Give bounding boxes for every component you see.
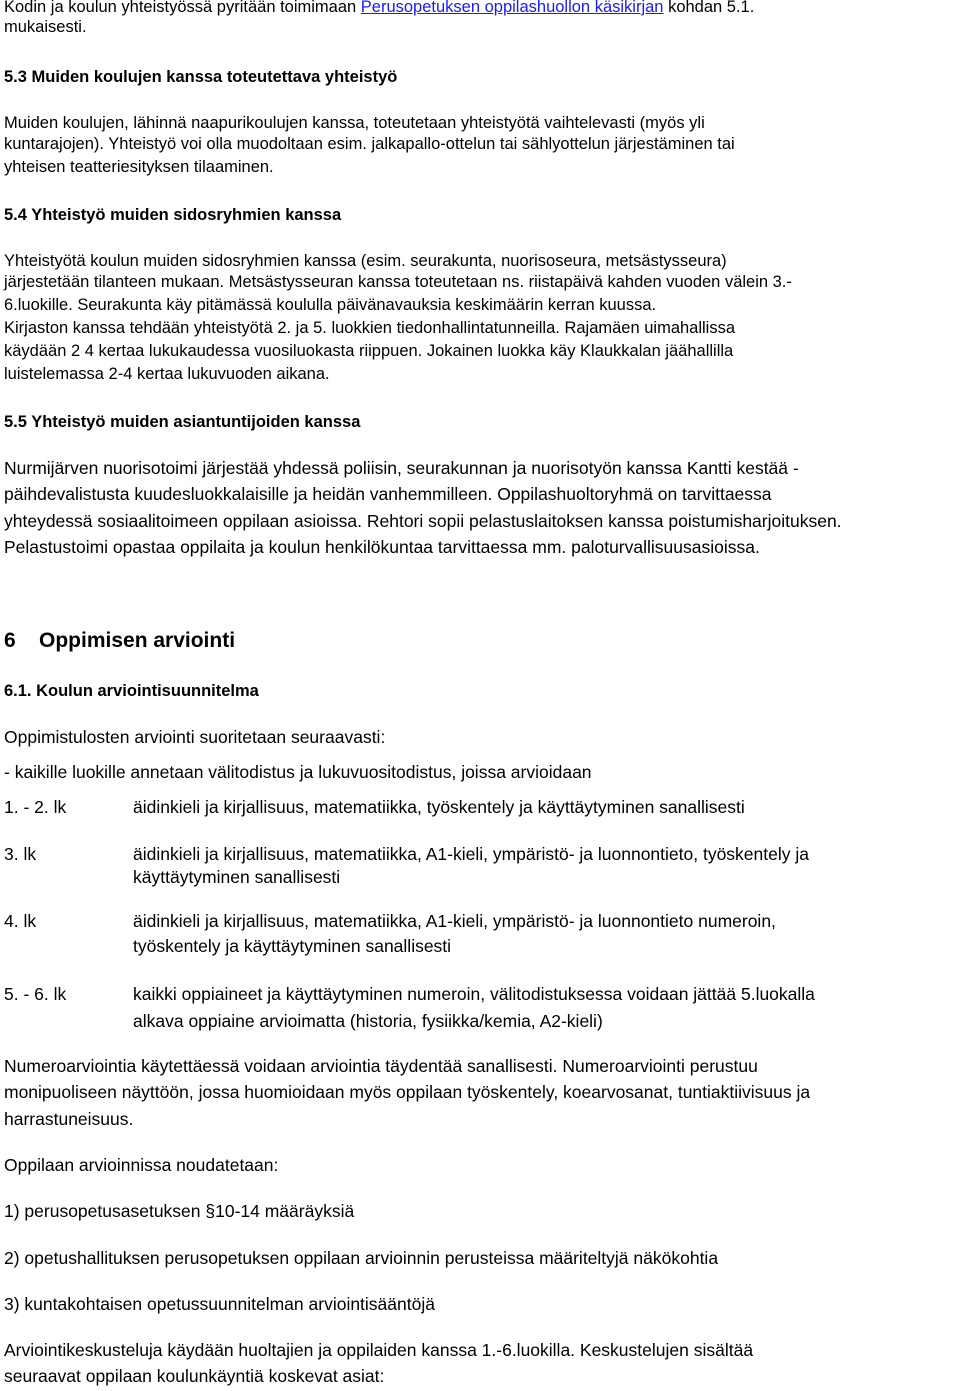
section-5-4-line: luistelemassa 2-4 kertaa lukuvuoden aikana. xyxy=(4,365,330,383)
section-5-3-heading: 5.3 Muiden koulujen kanssa toteutettava yhteistyö xyxy=(4,68,398,86)
section-6-1-bullet: - kaikille luokille annetaan välitodistus ja lukuvuositodistus, joissa arvioidaan xyxy=(4,762,592,782)
numero-line: monipuoliseen näyttöön, jossa huomioidaan myös oppilaan työskentely, koearvosanat, tuntiaktiivisuus ja xyxy=(4,1082,811,1102)
grade-subjects: äidinkieli ja kirjallisuus, matematiikka, A1-kieli, ympäristö- ja luonnontieto, työskentely ja xyxy=(133,844,809,864)
grade-subjects: äidinkieli ja kirjallisuus, matematiikka, A1-kieli, ympäristö- ja luonnontieto numeroin, xyxy=(133,911,776,931)
section-6-1-heading: 6.1. Koulun arviointisuunnitelma xyxy=(4,682,259,700)
chapter-6-heading xyxy=(4,628,235,654)
section-5-5-line: Nurmijärven nuorisotoimi järjestää yhdessä poliisin, seurakunnan ja nuorisotyön kanssa Kantti kestää - xyxy=(4,458,799,478)
grade-label: 5. - 6. lk xyxy=(4,984,67,1004)
intro-text-pre: Kodin ja koulun yhteistyössä pyritään toimimaan xyxy=(4,0,361,16)
section-5-3-line: Muiden koulujen, lähinnä naapurikoulujen kanssa, toteutetaan yhteistyötä vaihtelevasti (myös yli xyxy=(4,114,705,132)
chapter-number: 6 xyxy=(4,629,16,652)
section-5-5-line: Pelastustoimi opastaa oppilaita ja koulun henkilökuntaa tarvittaessa mm. paloturvallisuusasioissa. xyxy=(4,537,760,557)
kasikirja-link[interactable]: Perusopetuksen oppilashuollon käsikirjan xyxy=(360,0,664,16)
section-5-5-line: yhteydessä sosiaalitoimeen oppilaan asioissa. Rehtori sopii pelastuslaitoksen kanssa poistumisharjoituksen. xyxy=(4,511,842,531)
section-5-4-line: järjestetään tilanteen mukaan. Metsästysseuran kanssa toteutetaan ns. riistapäivä kahden vuoden välein 3.- xyxy=(4,273,792,291)
section-5-4-line: Kirjaston kanssa tehdään yhteistyötä 2. ja 5. luokkien tiedonhallintatunneilla. Rajamäen uimahallissa xyxy=(4,319,736,337)
grade-subjects: alkava oppiaine arvioimatta (historia, fysiikka/kemia, A2-kieli) xyxy=(133,1011,603,1031)
section-5-4-line: Yhteistyötä koulun muiden sidosryhmien kanssa (esim. seurakunta, nuorisoseura, metsästysseura) xyxy=(4,252,727,270)
rule-item: 1) perusopetusasetuksen §10-14 määräyksiä xyxy=(4,1201,355,1221)
numero-line: harrastuneisuus. xyxy=(4,1109,134,1129)
grade-label: 3. lk xyxy=(4,844,37,864)
section-5-5-heading: 5.5 Yhteistyö muiden asiantuntijoiden kanssa xyxy=(4,413,361,431)
section-5-3-line: yhteisen teatteriesityksen tilaaminen. xyxy=(4,158,274,176)
grade-subjects: äidinkieli ja kirjallisuus, matematiikka, työskentely ja käyttäytyminen sanallisesti xyxy=(133,797,745,817)
final-line: Arviointikeskusteluja käydään huoltajien ja oppilaiden kanssa 1.-6.luokilla. Keskustelujen sisältää xyxy=(4,1340,754,1360)
grade-subjects: kaikki oppiaineet ja käyttäytyminen numeroin, välitodistuksessa voidaan jättää 5.luokalla xyxy=(133,984,815,1004)
rule-item: 3) kuntakohtaisen opetussuunnitelman arviointisääntöjä xyxy=(4,1294,435,1314)
intro-line-1 xyxy=(4,0,754,17)
grade-subjects: työskentely ja käyttäytyminen sanallisesti xyxy=(133,936,452,956)
section-5-5-line: päihdevalistusta kuudesluokkalaisille ja heidän vanhemmilleen. Oppilashuoltoryhmä on tarvittaessa xyxy=(4,484,772,504)
chapter-title: Oppimisen arviointi xyxy=(39,629,236,652)
section-5-4-line: käydään 2 4 kertaa lukukaudessa vuosiluokasta riippuen. Jokainen luokka käy Klaukkalan jäähallilla xyxy=(4,342,734,360)
numero-line: Numeroarviointia käytettäessä voidaan arviointia täydentää sanallisesti. Numeroarviointi perustuu xyxy=(4,1056,758,1076)
section-6-1-intro: Oppimistulosten arviointi suoritetaan seuraavasti: xyxy=(4,727,386,747)
noudatetaan-line: Oppilaan arvioinnissa noudatetaan: xyxy=(4,1155,279,1175)
grade-label: 4. lk xyxy=(4,911,37,931)
grade-label: 1. - 2. lk xyxy=(4,797,67,817)
rule-item: 2) opetushallituksen perusopetuksen oppilaan arvioinnin perusteissa määriteltyjä näkökohtia xyxy=(4,1248,719,1268)
section-5-4-line: 6.luokille. Seurakunta käy pitämässä koululla päivänavauksia keskimäärin kerran kuussa. xyxy=(4,296,657,314)
section-5-4-heading: 5.4 Yhteistyö muiden sidosryhmien kanssa xyxy=(4,206,342,224)
grade-subjects: käyttäytyminen sanallisesti xyxy=(133,867,341,887)
section-5-3-line: kuntarajojen). Yhteistyö voi olla muodoltaan esim. jalkapallo-ottelun tai sählyottelun järjestäminen tai xyxy=(4,135,735,153)
intro-text-post: kohdan 5.1. xyxy=(663,0,755,16)
final-line: seuraavat oppilaan koulunkäyntiä koskevat asiat: xyxy=(4,1366,385,1386)
intro-line-2: mukaisesti. xyxy=(4,18,87,36)
